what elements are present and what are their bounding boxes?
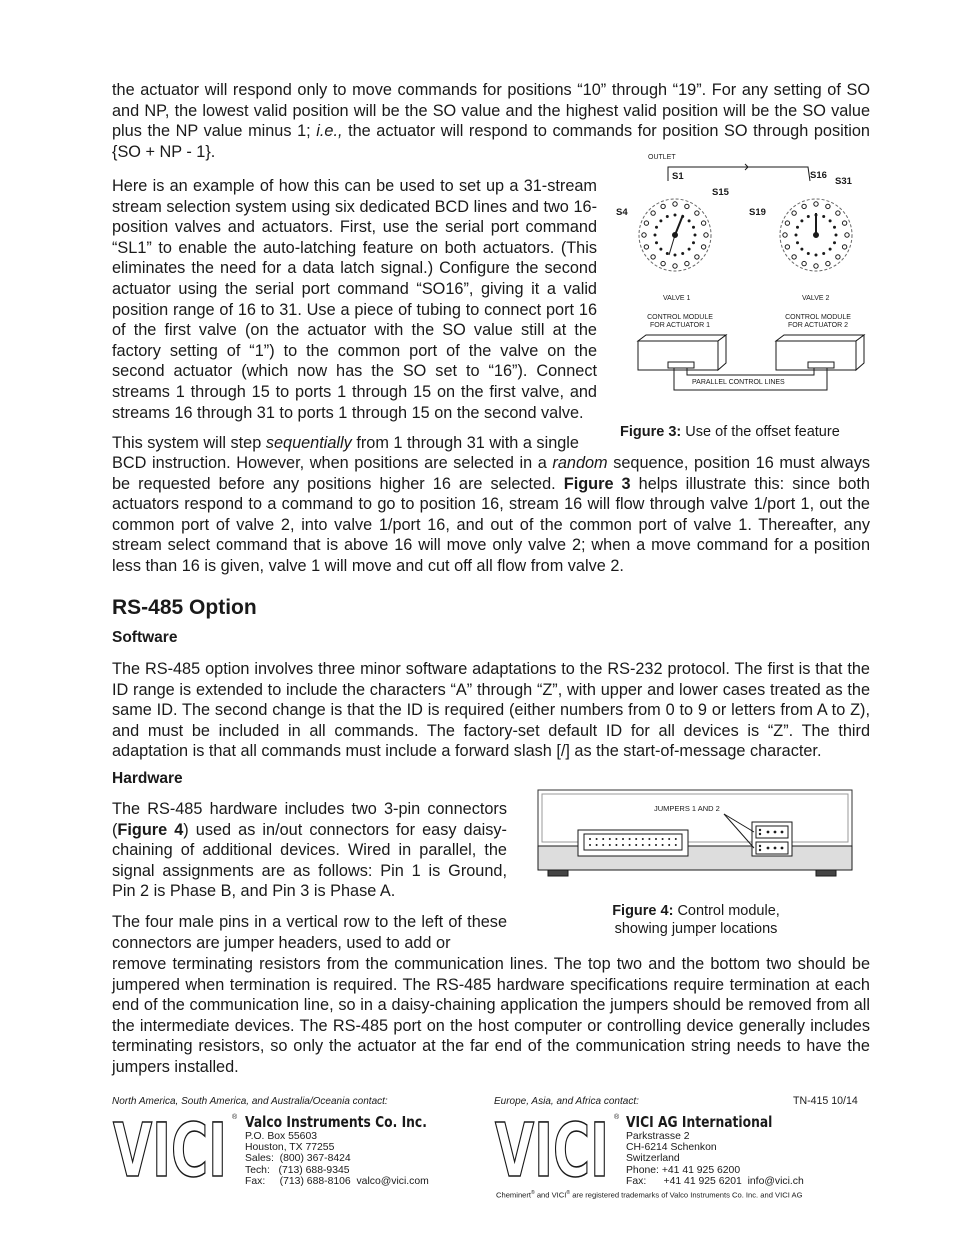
valve-inner-port (823, 216, 825, 218)
connector-pin (662, 838, 664, 840)
connector-pin (655, 838, 657, 840)
connector-pin (609, 838, 611, 840)
valve-port (814, 264, 818, 268)
trademark-notice (496, 1190, 803, 1200)
hardware-paragraph-2-start: The four male pins in a vertical row to the left of these connectors are jumper headers, used to add or (112, 913, 507, 952)
valve-port (845, 233, 849, 237)
valve-2-label: VALVE 2 (802, 295, 830, 302)
connector-pin (635, 838, 637, 840)
valve-inner-port (815, 254, 817, 256)
hardware-heading: Hardware (112, 770, 183, 787)
valve-inner-port (807, 216, 809, 218)
valve-port (673, 202, 677, 206)
valve-port (802, 261, 806, 265)
valve-port (651, 255, 655, 259)
connector-pin (609, 844, 611, 846)
valve-inner-port (801, 220, 803, 222)
registered-mark-right: ® (614, 1114, 620, 1121)
trademark-reg-1: ® (531, 1190, 535, 1196)
valve-port (785, 221, 789, 225)
connector-pin (596, 838, 598, 840)
cm2-label-line2: FOR ACTUATOR 2 (787, 322, 849, 329)
eu-company-name: VICI AG International (626, 1113, 773, 1131)
na-contact-label: North America, South America, and Australia/Oceania contact: (112, 1096, 388, 1107)
hw-p1-text-a: The RS-485 hardware includes two 3-pin connectors ( (112, 800, 507, 839)
valve-port (826, 204, 830, 208)
valve-inner-port (688, 248, 690, 250)
valve-inner-port (834, 226, 836, 228)
vici-logo-right (494, 1116, 611, 1179)
s15-label: S15 (712, 187, 729, 198)
figure-3-caption-text: Use of the offset feature (681, 424, 840, 440)
figure-4-caption (596, 902, 796, 938)
valve-inner-port (829, 220, 831, 222)
hw-p1-figure-ref: Figure 4 (117, 820, 184, 839)
control-module-board-icon (538, 790, 852, 876)
rs485-heading: RS-485 Option (112, 596, 257, 619)
connector-pin (615, 844, 617, 846)
valve-inner-port (660, 220, 662, 222)
cm1-label-line1: CONTROL MODULE (647, 314, 713, 321)
valve-port (836, 211, 840, 215)
valve-port (695, 211, 699, 215)
figure-4-caption-label: Figure 4: (612, 903, 674, 919)
trademark-reg-2: ® (566, 1190, 571, 1196)
p3-text-d: sequence, position 16 must always be requested before any positions higher 16 are selected. (112, 454, 871, 493)
figure-4-diagram (534, 786, 860, 888)
s16-label: S16 (810, 170, 827, 181)
software-heading: Software (112, 629, 178, 646)
s19-label: S19 (749, 207, 766, 218)
valve-port (826, 261, 830, 265)
valve-port (661, 204, 665, 208)
cm2-label-line1: CONTROL MODULE (785, 314, 851, 321)
intro-paragraph-3-body (112, 453, 870, 577)
valve-inner-port (807, 253, 809, 255)
valve-port (785, 245, 789, 249)
valve-inner-port (656, 226, 658, 228)
valve-inner-port (801, 248, 803, 250)
hw-p1-text-b: ) used as in/out connectors for easy daisy-chaining of additional devices. Wired in parallel, the signal assignments are as follows: Pin 1 is Ground, Pin 2 is Phase B, and Pin 3 is Phase A. (112, 820, 507, 901)
connector-pin (589, 838, 591, 840)
connector-pin (602, 844, 604, 846)
p3-sequentially: sequentially (265, 434, 352, 452)
valve-port (644, 245, 648, 249)
trademark-rest: are registered trademarks of Valco Instruments Co. Inc. and VICI AG (570, 1190, 803, 1200)
valve-inner-port (666, 253, 668, 255)
control-module-2-icon (776, 335, 864, 370)
valve-inner-port (694, 234, 696, 236)
figure-4-caption-line2: showing jumper locations (614, 921, 778, 937)
figure-3-caption (620, 423, 870, 441)
connector-pin (596, 844, 598, 846)
intro-p1-text: the actuator will respond only to move commands for positions “10” through “19”. For any setting of SO and NP, the lowest valid position will be the SO value and the highest valid position will be the SO value plus the NP value minus 1; (112, 81, 870, 141)
valve-inner-port (797, 242, 799, 244)
valve-port (673, 264, 677, 268)
valve-1-icon (639, 199, 711, 271)
connector-pin (622, 838, 624, 840)
valve-inner-port (654, 234, 656, 236)
cm1-label-line2: FOR ACTUATOR 1 (649, 322, 711, 329)
valve-inner-port (682, 253, 684, 255)
valve-inner-port (674, 254, 676, 256)
parallel-lines-label: PARALLEL CONTROL LINES (692, 379, 785, 386)
valve-port (842, 245, 846, 249)
intro-paragraph-3-line1 (112, 433, 602, 454)
s31-label: S31 (835, 176, 852, 187)
outlet-label: OUTLET (648, 154, 676, 161)
valve-inner-port (674, 214, 676, 216)
valve-inner-port (688, 220, 690, 222)
figure-3-diagram (608, 145, 870, 395)
hardware-paragraph-1 (112, 799, 507, 902)
connector-pin (602, 838, 604, 840)
software-paragraph: The RS-485 option involves three minor software adaptations to the RS-232 protocol. The first is that the ID range is extended to include the characters “A” through “Z”, with upper and lower cases treated as the same ID. The second change is that the ID is required (either numbers from 0 to 9 or letters from A to Z), and must be included in all commands. The factory-set default ID for all devices is “Z”. The third adaptation is that all commands must include a forward slash [/] as the start-of-message character. (112, 660, 870, 761)
connector-pin (675, 838, 677, 840)
valve-port (701, 245, 705, 249)
s4-label: S4 (616, 207, 628, 218)
valve-inner-port (835, 234, 837, 236)
valve-port (642, 233, 646, 237)
p3-random: random (552, 454, 608, 472)
connector-pin (655, 844, 657, 846)
valve-inner-port (823, 253, 825, 255)
valve-1-label: VALVE 1 (663, 295, 691, 302)
valve-inner-port (656, 242, 658, 244)
connector-pin (635, 844, 637, 846)
eu-contact-label: Europe, Asia, and Africa contact: (494, 1096, 639, 1107)
valve-port (644, 221, 648, 225)
connector-pin (629, 838, 631, 840)
registered-mark-left: ® (232, 1114, 238, 1121)
valve-inner-port (795, 234, 797, 236)
na-company-name: Valco Instruments Co. Inc. (245, 1113, 427, 1131)
valve-inner-port (666, 216, 668, 218)
valve-port (701, 221, 705, 225)
p3-text-a: This system will step (112, 434, 266, 452)
valve-port (783, 233, 787, 237)
hardware-paragraph-2-body: remove terminating resistors from the communication lines. The top two and the bottom two should be jumpered when termination is required. The RS-485 hardware specifications require termination at each end of the communication line, so in a daisy-chaining application the jumpers should be removed from all the intermediate devices. The RS-485 port on the host computer or controlling device generally includes terminating resistors, so only the actuator at the far end of the communication string needs to have the jumpers installed. (112, 955, 870, 1076)
valve-inner-port (693, 226, 695, 228)
trademark-cheminert: Cheminert (496, 1190, 532, 1200)
connector-pin (589, 844, 591, 846)
valve-port (792, 211, 796, 215)
valve-port (842, 221, 846, 225)
valve-port (695, 255, 699, 259)
valve-port (651, 211, 655, 215)
vici-logo-right-text: VICI (495, 1116, 609, 1179)
valve-port (685, 261, 689, 265)
p3-text-c: BCD instruction. However, when positions are selected in a (112, 454, 553, 472)
connector-pin (675, 844, 677, 846)
valve-port (802, 204, 806, 208)
valve-inner-port (834, 242, 836, 244)
valve-inner-port (797, 226, 799, 228)
intro-p1-ie: i.e., (316, 122, 343, 141)
connector-pin (648, 838, 650, 840)
intro-paragraph-2: Here is an example of how this can be used to set up a 31-stream stream selection system using six dedicated BCD lines and two 16-position valves and actuators. First, use the serial port command “SL1” to enable the auto-latching feature on both actuators. (This eliminates the need for a data latch signal.) Configure the second actuator using the serial port command “SO16”, giving it a valid position range of 16 to 31. Use a piece of tubing to connect port 16 of the first valve (on the actuator with the SO value still at the factory setting of “1”) to the common port of the valve on the second actuator (which now has the SO set to “16”). Connect streams 1 through 15 to ports 1 through 15 on the first valve, and streams 16 through 31 to ports 1 through 15 on the second valve. (112, 177, 597, 422)
connector-pin (642, 844, 644, 846)
valve-port (685, 204, 689, 208)
p3-figure-ref: Figure 3 (563, 474, 631, 493)
intro-p1-text-end: the actuator will respond to commands for position SO through position {SO + NP - 1}. (112, 122, 870, 161)
connector-pin (622, 844, 624, 846)
connector-pin (648, 844, 650, 846)
connector-pin (615, 838, 617, 840)
connector-pin (629, 844, 631, 846)
vici-logo-left (112, 1116, 229, 1179)
figure-3-caption-label: Figure 3: (620, 424, 682, 440)
eu-address: Parkstrasse 2 CH-6214 Schenkon Switzerland Phone: +41 41 925 6200 Fax: +41 41 925 6201 info@vici.ch (626, 1131, 804, 1187)
vici-logo-left-text: VICI (113, 1116, 227, 1179)
document-id: TN-415 10/14 (793, 1095, 858, 1107)
p3-text-e: helps illustrate this: since both actuators respond to a command to go to position 16, stream 16 will flow through valve 1/port 1, out the common port of valve 2, into valve 1/port 16, and out of the common port of valve 1. Thereafter, any stream select command that is above 16 will move only valve 2; when a move command for a position less than 16 is given, valve 1 will move and cut off all flow from valve 2. (112, 474, 870, 575)
jumpers-label: JUMPERS 1 AND 2 (654, 804, 720, 813)
valve-inner-port (660, 248, 662, 250)
na-address: P.O. Box 55603 Houston, TX 77255 Sales: (800) 367-8424 Tech: (713) 688-9345 Fax: (713) 688-8106 valco@vici.com (245, 1131, 429, 1187)
valve-inner-port (829, 248, 831, 250)
p3-text-b: from 1 through 31 with a single (351, 434, 579, 452)
trademark-vici: and VICI (534, 1190, 567, 1200)
control-module-1-icon (638, 335, 726, 370)
valve-port (792, 255, 796, 259)
s1-label: S1 (672, 171, 684, 182)
valve-port (814, 202, 818, 206)
connector-pin (668, 838, 670, 840)
valve-port (836, 255, 840, 259)
valve-port (661, 261, 665, 265)
connector-pin (642, 838, 644, 840)
figure-4-caption-text: Control module, (673, 903, 780, 919)
valve-inner-port (693, 242, 695, 244)
valve-port (704, 233, 708, 237)
connector-pin (662, 844, 664, 846)
valve-2-icon (780, 199, 852, 271)
connector-pin (668, 844, 670, 846)
